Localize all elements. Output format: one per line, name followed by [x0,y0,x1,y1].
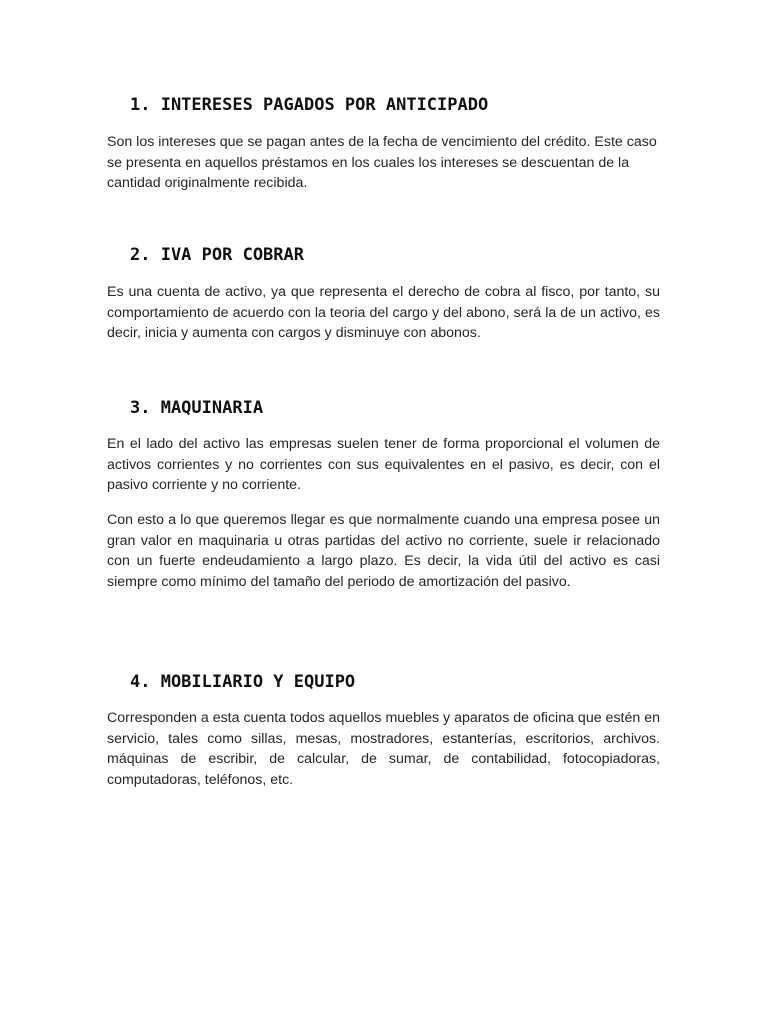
section-paragraph-iva: Es una cuenta de activo, ya que representa el derecho de cobra al fisco, por tanto, su comportamiento de acuerdo con la teoria del cargo y del abono, será la de un activo, es decir, inicia y aumenta con cargos y disminuye con abonos. [107,284,660,342]
section-paragraph-mobiliario: Corresponden a esta cuenta todos aquellos muebles y aparatos de oficina que estén en servicio, tales como sillas, mesas, mostradores, estanterías, escritorios, archivos. máquinas de escribir, de calcular, de sumar, de contabilidad, fotocopiadoras, computadoras, teléfonos, etc. [107,710,660,789]
section-paragraph-intereses: Son los intereses que se pagan antes de la fecha de vencimiento del crédito. Este caso se presenta en aquellos préstamos en los cuales los intereses se descuentan de la cantidad originalmente recibida. [107,134,657,192]
section-heading-mobiliario: 4. MOBILIARIO Y EQUIPO [130,672,356,692]
section-heading-iva: 2. IVA POR COBRAR [130,245,304,265]
section-paragraph-maquinaria-1: En el lado del activo las empresas suelen tener de forma proporcional el volumen de activos corrientes y no corrientes con sus equivalentes en el pasivo, es decir, con el pasivo corriente y no corriente. [107,436,660,494]
section-heading-intereses: 1. INTERESES PAGADOS POR ANTICIPADO [130,95,489,115]
section-paragraph-maquinaria-2: Con esto a lo que queremos llegar es que normalmente cuando una empresa posee un gran valor en maquinaria u otras partidas del activo no corriente, suele ir relacionado con un fuerte endeudamiento a largo plazo. Es decir, la vida útil del activo es casi siempre como mínimo del tamaño del periodo de amortización del pasivo. [107,512,660,591]
section-heading-maquinaria: 3. MAQUINARIA [130,398,264,418]
